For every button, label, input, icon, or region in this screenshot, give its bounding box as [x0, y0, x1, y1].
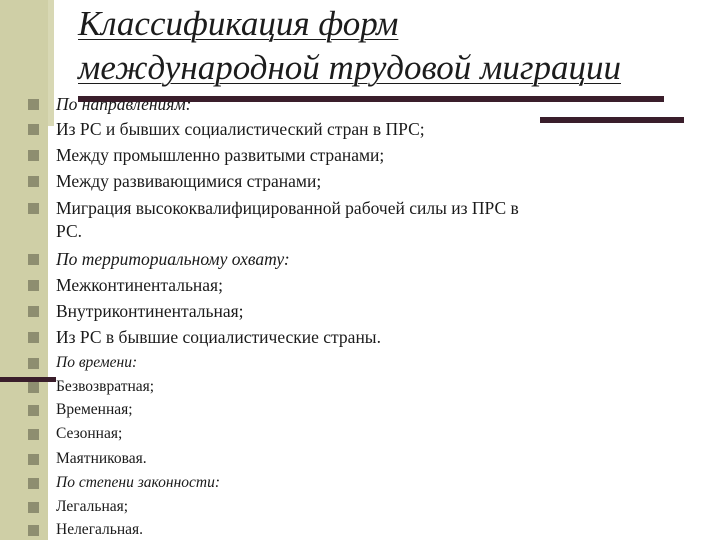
bullet-marker — [28, 280, 39, 291]
bullet-marker — [28, 254, 39, 265]
bullet-marker — [28, 203, 39, 214]
bullet-marker — [28, 478, 39, 489]
bullet-marker — [28, 358, 39, 369]
title-line-1: Классификация форм — [78, 4, 399, 43]
bullet-marker — [28, 99, 39, 110]
bullet-marker — [28, 502, 39, 513]
bullet-marker — [28, 382, 39, 393]
bullet-marker — [28, 525, 39, 536]
bullet-marker — [28, 332, 39, 343]
bullet-marker — [28, 176, 39, 187]
bullet-marker — [28, 306, 39, 317]
title-line-2: международной трудовой миграции — [78, 48, 621, 87]
bullet-list: По направлениям: Из РС и бывших социалистический стран в ПРС; Между промышленно развитыми странами; Между развивающимися странами; Миграция высококвалифицированной рабочей силы из ПРС в РС. По территориальному охвату: Межконтинентальная; Внутриконтинентальная; Из РС в бывшие социалистические страны. По времени: Безвозвратная; Временная; Сезонная; Маятниковая. По степени законности: Легальная; Нелегальная. — [0, 0, 720, 540]
bullet-marker — [28, 405, 39, 416]
bullet-marker — [28, 429, 39, 440]
bullet-marker — [28, 124, 39, 135]
bullet-marker — [28, 454, 39, 465]
bullet-marker — [28, 150, 39, 161]
